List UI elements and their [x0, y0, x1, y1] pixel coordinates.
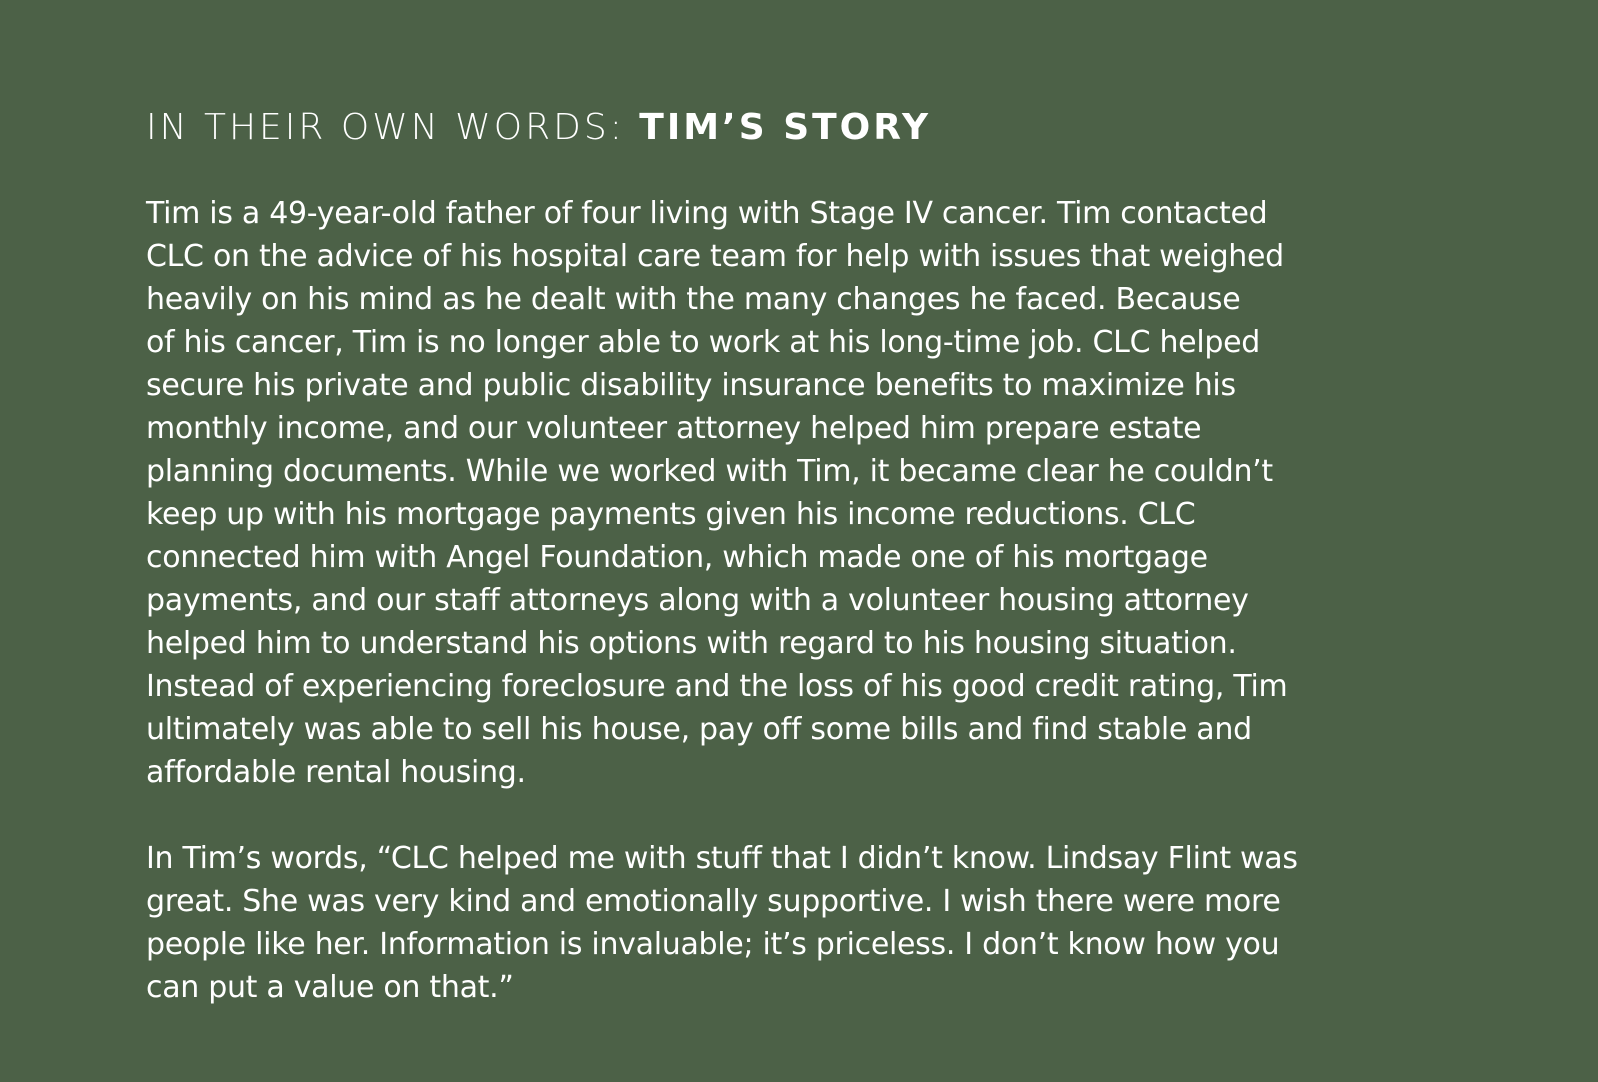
story-line: ultimately was able to sell his house, pay off some bills and find stable and [146, 712, 1252, 747]
story-line: payments, and our staff attorneys along with a volunteer housing attorney [146, 583, 1249, 618]
story-panel [146, 104, 1476, 1009]
story-line: of his cancer, Tim is no longer able to work at his long-time job. CLC helped [146, 325, 1261, 360]
story-paragraph-2 [146, 837, 1476, 1009]
story-line: monthly income, and our volunteer attorney helped him prepare estate [146, 411, 1202, 446]
quote-line: In Tim’s words, “CLC helped me with stuff that I didn’t know. Lindsay Flint was [146, 841, 1298, 876]
story-body [146, 192, 1476, 1009]
story-line: keep up with his mortgage payments given his income reductions. CLC [146, 497, 1196, 532]
story-line: Instead of experiencing foreclosure and the loss of his good credit rating, Tim [146, 669, 1288, 704]
heading-prefix: IN THEIR OWN WORDS: [146, 107, 625, 148]
story-paragraph-1 [146, 192, 1476, 794]
story-line: planning documents. While we worked with Tim, it became clear he couldn’t [146, 454, 1273, 489]
story-line: helped him to understand his options with regard to his housing situation. [146, 626, 1237, 661]
paragraph-spacer [146, 794, 1476, 837]
story-line: heavily on his mind as he dealt with the many changes he faced. Because [146, 282, 1241, 317]
story-line: secure his private and public disability insurance benefits to maximize his [146, 368, 1236, 403]
story-line: CLC on the advice of his hospital care team for help with issues that weighed [146, 239, 1284, 274]
story-line: affordable rental housing. [146, 755, 526, 790]
story-line: connected him with Angel Foundation, which made one of his mortgage [146, 540, 1208, 575]
story-line: Tim is a 49-year-old father of four living with Stage IV cancer. Tim contacted [146, 196, 1268, 231]
heading-title: TIM’S STORY [639, 107, 932, 148]
quote-line: people like her. Information is invaluable; it’s priceless. I don’t know how you [146, 927, 1280, 962]
quote-line: great. She was very kind and emotionally supportive. I wish there were more [146, 884, 1281, 919]
story-heading [146, 104, 1476, 152]
quote-line: can put a value on that.” [146, 970, 514, 1005]
